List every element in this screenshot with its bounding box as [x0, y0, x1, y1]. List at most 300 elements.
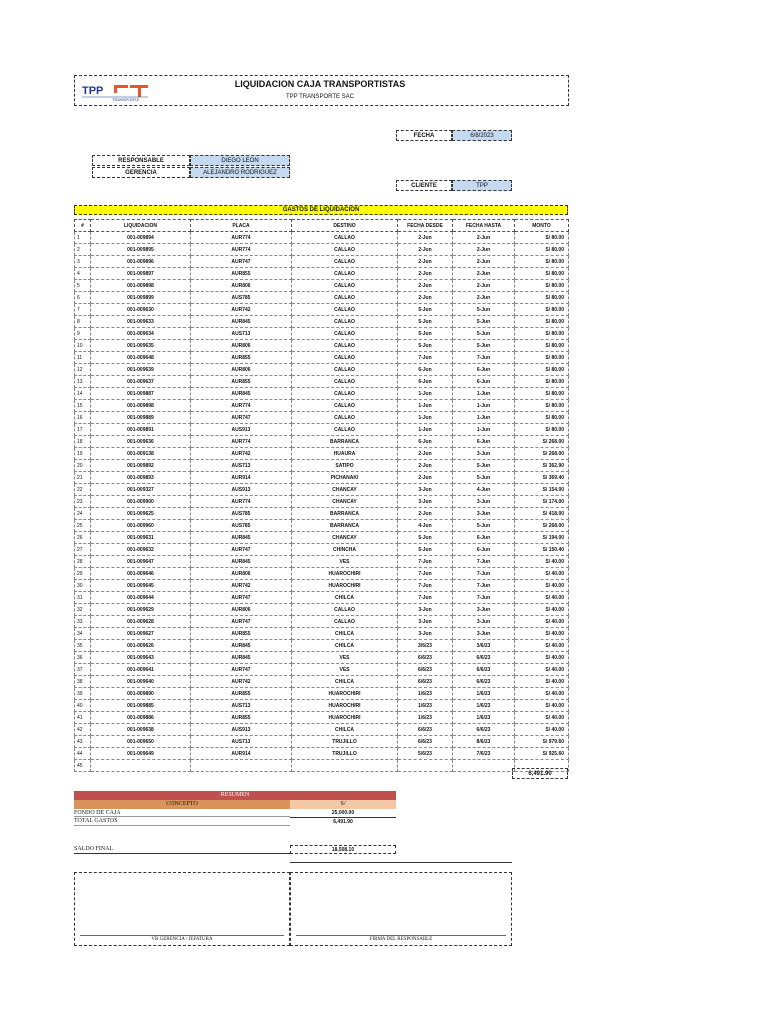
table-cell: 5-Jun: [398, 340, 453, 352]
table-cell: 4-Jun: [453, 484, 515, 496]
table-cell: S/ 268.00: [515, 436, 569, 448]
table-row: [75, 592, 569, 604]
table-cell: 2-Jun: [398, 460, 453, 472]
table-cell: 20: [75, 460, 91, 472]
table-cell: 7-Jun: [398, 580, 453, 592]
table-cell: 21: [75, 472, 91, 484]
table-cell: 3/6/23: [453, 640, 515, 652]
table-row: [75, 328, 569, 340]
table-cell: S/ 40.00: [515, 640, 569, 652]
page-title: LIQUIDACION CAJA TRANSPORTISTAS: [234, 79, 406, 89]
fecha-label: FECHA: [396, 130, 452, 141]
table-row: [75, 640, 569, 652]
table-cell: 23: [75, 496, 91, 508]
table-cell: S/ 418.00: [515, 508, 569, 520]
table-cell: 001-009647: [91, 556, 191, 568]
table-cell: S/ 80.00: [515, 412, 569, 424]
column-header: PLACA: [191, 220, 292, 232]
table-cell: 5-Jun: [453, 304, 515, 316]
table-cell: S/ 40.00: [515, 700, 569, 712]
table-cell: S/ 369.40: [515, 472, 569, 484]
table-cell: CALLAO: [292, 304, 398, 316]
table-cell: AUR855: [191, 376, 292, 388]
table-cell: 6-Jun: [453, 532, 515, 544]
table-row: [75, 520, 569, 532]
table-cell: BARRANCA: [292, 436, 398, 448]
table-row: [75, 400, 569, 412]
table-row: [75, 700, 569, 712]
table-cell: 001-009628: [91, 616, 191, 628]
table-cell: 41: [75, 712, 91, 724]
table-row: [75, 460, 569, 472]
table-cell: S/ 80.00: [515, 340, 569, 352]
table-cell: CALLAO: [292, 364, 398, 376]
cliente-value: TPP: [452, 180, 512, 191]
table-cell: 3: [75, 256, 91, 268]
table-cell: S/ 80.00: [515, 364, 569, 376]
table-cell: AUR742: [191, 448, 292, 460]
table-cell: 001-009630: [91, 304, 191, 316]
table-cell: 37: [75, 664, 91, 676]
table-cell: 5-Jun: [453, 328, 515, 340]
table-cell: [91, 760, 191, 772]
table-cell: AUR747: [191, 412, 292, 424]
table-cell: HUAROCHIRI: [292, 688, 398, 700]
table-cell: S/ 80.00: [515, 424, 569, 436]
gerencia-label: GERENCIA: [92, 167, 190, 178]
table-row: [75, 712, 569, 724]
table-cell: 18: [75, 436, 91, 448]
table-cell: 6: [75, 292, 91, 304]
table-cell: CHILCA: [292, 592, 398, 604]
table-row: [75, 436, 569, 448]
table-cell: AUR747: [191, 256, 292, 268]
table-cell: 001-009648: [91, 352, 191, 364]
table-cell: AUR855: [191, 712, 292, 724]
table-cell: 2-Jun: [398, 256, 453, 268]
vb-gerencia-label: VB GERENCIA / JEFATURA: [151, 937, 213, 942]
table-cell: 001-009900: [91, 496, 191, 508]
saldo-final-value: 18,508.10: [290, 845, 396, 854]
table-cell: 2-Jun: [453, 256, 515, 268]
table-cell: 6/6/23: [398, 736, 453, 748]
table-cell: AUR747: [191, 616, 292, 628]
table-cell: CALLAO: [292, 352, 398, 364]
table-cell: S/ 80.00: [515, 328, 569, 340]
table-cell: CALLAO: [292, 412, 398, 424]
table-row: [75, 532, 569, 544]
table-cell: 38: [75, 676, 91, 688]
table-cell: CALLAO: [292, 280, 398, 292]
table-cell: 001-009641: [91, 664, 191, 676]
responsable-value: DIEGO LEON: [190, 155, 290, 166]
table-cell: S/ 80.00: [515, 244, 569, 256]
table-row: [75, 496, 569, 508]
table-cell: [453, 760, 515, 772]
table-cell: 26: [75, 532, 91, 544]
table-row: [75, 484, 569, 496]
resumen-total-gastos-value: 6,491.90: [290, 817, 396, 826]
table-cell: 001-009897: [91, 268, 191, 280]
table-row: [75, 724, 569, 736]
table-cell: S/ 80.00: [515, 256, 569, 268]
table-cell: CALLAO: [292, 244, 398, 256]
table-cell: 001-009889: [91, 412, 191, 424]
table-row: [75, 316, 569, 328]
table-cell: S/ 925.60: [515, 748, 569, 760]
table-cell: 25: [75, 520, 91, 532]
table-row: [75, 604, 569, 616]
table-cell: S/ 40.00: [515, 556, 569, 568]
table-cell: 001-009625: [91, 508, 191, 520]
table-cell: 7: [75, 304, 91, 316]
table-row: [75, 256, 569, 268]
table-cell: 2-Jun: [453, 280, 515, 292]
concepto-header: CONCEPTO: [74, 800, 290, 809]
column-header: FECHA DESDE: [398, 220, 453, 232]
table-cell: 7-Jun: [398, 352, 453, 364]
table-cell: 3-Jun: [453, 628, 515, 640]
table-cell: 13: [75, 376, 91, 388]
table-cell: CALLAO: [292, 292, 398, 304]
table-cell: 3-Jun: [453, 508, 515, 520]
table-cell: 2-Jun: [453, 268, 515, 280]
table-cell: AUR845: [191, 556, 292, 568]
table-cell: 001-009636: [91, 436, 191, 448]
table-cell: 001-009650: [91, 736, 191, 748]
table-cell: 1-Jun: [453, 412, 515, 424]
table-cell: 6-Jun: [398, 376, 453, 388]
table-cell: S/ 40.00: [515, 688, 569, 700]
table-cell: [191, 760, 292, 772]
column-header: LIQUIDACION: [91, 220, 191, 232]
table-cell: 5-Jun: [453, 472, 515, 484]
table-cell: 1/6/23: [398, 688, 453, 700]
table-row: [75, 232, 569, 244]
table-row: [75, 352, 569, 364]
table-cell: 3-Jun: [398, 628, 453, 640]
table-cell: 7-Jun: [453, 580, 515, 592]
table-cell: AUR742: [191, 676, 292, 688]
table-cell: S/ 40.00: [515, 568, 569, 580]
gastos-title: GASTOS DE LIQUIDACION: [74, 205, 568, 215]
table-cell: HUAROCHIRI: [292, 712, 398, 724]
table-cell: CALLAO: [292, 256, 398, 268]
table-cell: 001-009895: [91, 244, 191, 256]
table-cell: 43: [75, 736, 91, 748]
table-cell: S/ 80.00: [515, 352, 569, 364]
table-cell: S/ 40.00: [515, 652, 569, 664]
vb-signature-line: [80, 935, 284, 936]
table-cell: 001-009643: [91, 652, 191, 664]
table-cell: 19: [75, 448, 91, 460]
table-cell: S/ 268.00: [515, 520, 569, 532]
table-cell: S/ 80.00: [515, 280, 569, 292]
table-cell: S/ 154.00: [515, 484, 569, 496]
table-cell: AUS785: [191, 508, 292, 520]
total-gastos-value: 6,491.90: [512, 768, 568, 779]
table-cell: 001-009890: [91, 688, 191, 700]
table-cell: S/ 362.90: [515, 460, 569, 472]
table-row: [75, 448, 569, 460]
table-cell: 5-Jun: [398, 328, 453, 340]
column-header: MONTO: [515, 220, 569, 232]
responsable-label: RESPONSABLE: [92, 155, 190, 166]
table-row: [75, 556, 569, 568]
table-cell: S/ 80.00: [515, 376, 569, 388]
table-cell: PICHANAKI: [292, 472, 398, 484]
table-header-row: [75, 220, 569, 232]
table-cell: HUAROCHIRI: [292, 580, 398, 592]
saldo-final-label: SALDO FINAL: [74, 845, 290, 854]
table-cell: 7-Jun: [398, 592, 453, 604]
table-cell: 1-Jun: [453, 424, 515, 436]
table-cell: AUS713: [191, 328, 292, 340]
table-cell: 001-009327: [91, 484, 191, 496]
table-cell: 2-Jun: [398, 280, 453, 292]
table-cell: AUR806: [191, 340, 292, 352]
table-cell: 2-Jun: [398, 508, 453, 520]
table-cell: 27: [75, 544, 91, 556]
table-cell: AUR845: [191, 652, 292, 664]
table-cell: 5: [75, 280, 91, 292]
table-cell: [398, 760, 453, 772]
table-cell: 15: [75, 400, 91, 412]
table-cell: 7-Jun: [398, 568, 453, 580]
table-cell: 12: [75, 364, 91, 376]
table-cell: S/ 40.00: [515, 628, 569, 640]
table-cell: 001-009891: [91, 424, 191, 436]
table-cell: 001-009638: [91, 724, 191, 736]
table-cell: 42: [75, 724, 91, 736]
table-row: [75, 340, 569, 352]
table-cell: 30: [75, 580, 91, 592]
table-cell: CALLAO: [292, 424, 398, 436]
table-cell: 5-Jun: [398, 532, 453, 544]
table-cell: VES: [292, 556, 398, 568]
table-row: [75, 664, 569, 676]
table-cell: 5-Jun: [398, 544, 453, 556]
table-cell: 3-Jun: [453, 616, 515, 628]
table-cell: 11: [75, 352, 91, 364]
table-cell: TRUJILLO: [292, 748, 398, 760]
table-cell: 2-Jun: [398, 292, 453, 304]
table-cell: 1-Jun: [398, 400, 453, 412]
table-cell: AUR747: [191, 592, 292, 604]
table-cell: CALLAO: [292, 616, 398, 628]
table-cell: 1/6/23: [453, 688, 515, 700]
table-cell: 6/6/23: [398, 664, 453, 676]
table-cell: HUAROCHIRI: [292, 700, 398, 712]
table-cell: HUAURA: [292, 448, 398, 460]
table-cell: AUR914: [191, 472, 292, 484]
table-cell: S/ 40.00: [515, 580, 569, 592]
table-cell: 6/6/23: [453, 724, 515, 736]
table-cell: 2-Jun: [398, 232, 453, 244]
table-cell: CALLAO: [292, 388, 398, 400]
firma-signature-line: [296, 935, 506, 936]
table-cell: 34: [75, 628, 91, 640]
table-cell: 2-Jun: [398, 472, 453, 484]
table-cell: S/ 174.00: [515, 496, 569, 508]
table-cell: 22: [75, 484, 91, 496]
table-cell: AUR742: [191, 304, 292, 316]
table-cell: 1/6/23: [453, 712, 515, 724]
fecha-value: 6/8/2023: [452, 130, 512, 141]
table-cell: 2-Jun: [398, 268, 453, 280]
table-cell: AUR914: [191, 748, 292, 760]
table-cell: 44: [75, 748, 91, 760]
table-cell: CALLAO: [292, 376, 398, 388]
table-cell: 001-009644: [91, 592, 191, 604]
table-cell: 8: [75, 316, 91, 328]
table-cell: 3-Jun: [453, 604, 515, 616]
table-cell: 001-009626: [91, 640, 191, 652]
table-cell: 001-009649: [91, 748, 191, 760]
table-row: [75, 652, 569, 664]
table-cell: 5-Jun: [398, 316, 453, 328]
table-cell: 6-Jun: [453, 436, 515, 448]
table-row: [75, 760, 569, 772]
table-cell: 32: [75, 604, 91, 616]
table-cell: S/ 40.00: [515, 604, 569, 616]
table-cell: S/ 80.00: [515, 400, 569, 412]
table-cell: CALLAO: [292, 604, 398, 616]
table-row: [75, 280, 569, 292]
table-cell: AUR855: [191, 688, 292, 700]
table-row: [75, 376, 569, 388]
table-cell: AUR742: [191, 580, 292, 592]
table-cell: 001-009960: [91, 520, 191, 532]
table-cell: 6-Jun: [398, 436, 453, 448]
table-cell: 6/6/23: [453, 664, 515, 676]
table-cell: S/ 80.00: [515, 388, 569, 400]
table-row: [75, 508, 569, 520]
table-cell: 001-009887: [91, 388, 191, 400]
fondo-caja-value: 25,000.00: [331, 810, 355, 816]
table-row: [75, 292, 569, 304]
table-cell: AUR774: [191, 496, 292, 508]
table-cell: 6/6/23: [453, 676, 515, 688]
table-cell: 35: [75, 640, 91, 652]
table-cell: 2-Jun: [398, 244, 453, 256]
table-cell: CHINCHA: [292, 544, 398, 556]
table-row: [75, 388, 569, 400]
total-gastos-label: TOTAL GASTOS: [74, 817, 290, 826]
table-cell: 6/6/23: [398, 724, 453, 736]
table-cell: 5-Jun: [453, 340, 515, 352]
company-name: TPP TRANSPORTE SAC: [285, 94, 355, 100]
table-cell: 001-009645: [91, 580, 191, 592]
table-cell: 40: [75, 700, 91, 712]
table-row: [75, 568, 569, 580]
table-cell: 2-Jun: [453, 232, 515, 244]
table-body: [75, 232, 569, 772]
table-cell: AUS785: [191, 520, 292, 532]
table-row: [75, 676, 569, 688]
table-row: [75, 628, 569, 640]
resumen-title: RESUMEN: [74, 791, 396, 800]
table-cell: S/ 194.00: [515, 532, 569, 544]
table-cell: 1-Jun: [398, 388, 453, 400]
table-cell: CHILCA: [292, 676, 398, 688]
table-cell: S/ 80.00: [515, 292, 569, 304]
table-cell: 6/6/23: [398, 652, 453, 664]
table-cell: VES: [292, 664, 398, 676]
table-cell: 6-Jun: [453, 544, 515, 556]
table-cell: 2-Jun: [398, 448, 453, 460]
table-cell: 28: [75, 556, 91, 568]
table-cell: S/ 40.00: [515, 664, 569, 676]
table-cell: 24: [75, 508, 91, 520]
table-row: [75, 364, 569, 376]
table-cell: CALLAO: [292, 232, 398, 244]
table-cell: 1: [75, 232, 91, 244]
gastos-table: [74, 219, 569, 772]
table-cell: 001-009893: [91, 472, 191, 484]
table-cell: 001-009632: [91, 544, 191, 556]
table-cell: 3-Jun: [398, 484, 453, 496]
table-cell: 001-009633: [91, 316, 191, 328]
table-cell: AUR806: [191, 604, 292, 616]
table-cell: 1/6/23: [398, 700, 453, 712]
table-cell: 6-Jun: [398, 364, 453, 376]
table-cell: AUS913: [191, 724, 292, 736]
table-cell: CHILCA: [292, 724, 398, 736]
table-cell: 14: [75, 388, 91, 400]
table-cell: 1-Jun: [453, 388, 515, 400]
table-row: [75, 544, 569, 556]
table-cell: AUR855: [191, 268, 292, 280]
table-cell: 1-Jun: [398, 412, 453, 424]
svg-text:TRANSPORTE: TRANSPORTE: [112, 97, 140, 102]
table-cell: 6/6/23: [398, 676, 453, 688]
table-row: [75, 304, 569, 316]
table-cell: 001-009138: [91, 448, 191, 460]
table-cell: AUR845: [191, 388, 292, 400]
table-cell: AUR774: [191, 232, 292, 244]
table-cell: 6-Jun: [453, 376, 515, 388]
table-cell: S/ 150.40: [515, 544, 569, 556]
column-header: FECHA HASTA: [453, 220, 515, 232]
table-cell: 3-Jun: [453, 496, 515, 508]
table-row: [75, 412, 569, 424]
table-row: [75, 736, 569, 748]
table-cell: CHILCA: [292, 640, 398, 652]
table-cell: AUR806: [191, 364, 292, 376]
signature-divider: [290, 862, 512, 863]
table-cell: S/ 979.60: [515, 736, 569, 748]
company-logo: [80, 80, 152, 102]
table-cell: S/ 80.00: [515, 316, 569, 328]
table-cell: 1/6/23: [398, 712, 453, 724]
table-cell: 001-009646: [91, 568, 191, 580]
table-cell: 3/6/23: [398, 640, 453, 652]
table-cell: S/ 80.00: [515, 268, 569, 280]
table-cell: BARRANCA: [292, 520, 398, 532]
table-cell: 001-009634: [91, 328, 191, 340]
table-cell: 6/6/23: [453, 652, 515, 664]
table-cell: CALLAO: [292, 268, 398, 280]
table-cell: S/ 40.00: [515, 676, 569, 688]
table-cell: CHANCAY: [292, 532, 398, 544]
table-cell: 16: [75, 412, 91, 424]
table-cell: AUR855: [191, 352, 292, 364]
table-cell: 2-Jun: [453, 292, 515, 304]
table-cell: S/ 40.00: [515, 592, 569, 604]
table-cell: CALLAO: [292, 400, 398, 412]
table-cell: 2: [75, 244, 91, 256]
